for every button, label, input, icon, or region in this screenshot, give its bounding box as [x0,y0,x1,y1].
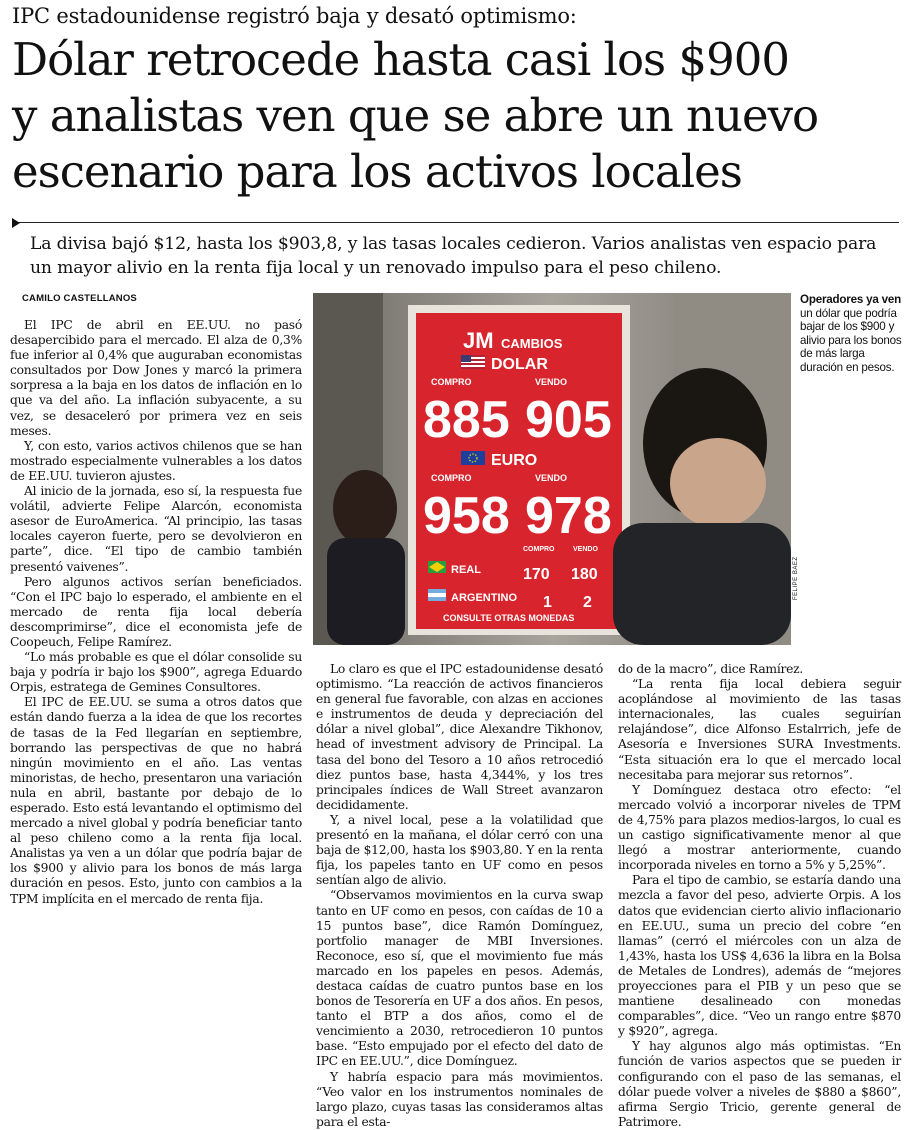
usa-flag-icon [461,355,485,369]
headline-line-3: escenario para los activos locales [12,145,742,198]
paragraph: Y, a nivel local, pese a la volatilidad que presentó en la mañana, el dólar cerró con una baja de $12,00, hasta los $903,80. Y en la renta fija, los papeles tanto en UF como en pesos sentían algo de alivio. [316,812,603,888]
paragraph: El IPC de abril en EE.UU. no pasó desapercibido para el mercado. El alza de 0,3% fue inferior al 0,4% que auguraban economistas consultados por Dow Jones y marcó la primera sorpresa a la baja en los datos de inflación en lo que va del año. La inflación subyacente, a su vez, se desaceleró por primera vez en seis meses. [10,318,302,438]
sign-argentino-label: ARGENTINO [451,592,517,604]
sign-euro-compra: 958 [423,487,510,545]
sign-small-compra-label: COMPRO [523,546,555,553]
article-column-1 [10,318,302,907]
caption-lead: Operadores ya ven [800,293,901,306]
sign-euro-vendo: 978 [525,487,612,545]
sign-dolar-compra: 885 [423,391,510,449]
paragraph: Y habría espacio para más movimientos. “Veo valor en los instrumentos nominales de largo plazo, cuyas tasas las consideramos altas para el esta- [316,1069,603,1129]
sign-euro-label: EURO [491,452,538,469]
paragraph: Y, con esto, varios activos chilenos que se han mostrado especialmente vulnerables a los datos de EE.UU. tuvieron ajustes. [10,438,302,483]
headline-line-1: Dólar retrocede hasta casi los $900 [12,33,789,86]
headline-line-2: y analistas ven que se abre un nuevo [12,89,819,142]
article-kicker: IPC estadounidense registró baja y desató optimismo: [12,4,577,28]
paragraph: “La renta fija local debiera seguir acoplándose al movimiento de las tasas internacionales, las cuales seguirían relajándose”, dice Alfonso Estalrrich, jefe de Asesoría e Inversiones SURA Investments. “Esta situación era lo que el mercado local necesitaba para mejorar sus retornos”. [618,677,901,782]
sign-footer: CONSULTE OTRAS MONEDAS [443,613,575,623]
sign-brand-sub: CAMBIOS [501,336,563,351]
sign-small-vendo-label: VENDO [573,546,598,553]
sign-brand: JM [463,328,494,353]
paragraph: El IPC de EE.UU. se suma a otros datos que están dando fuerza a la idea de que los recortes de tasas de la Fed llegarían en septiembre, borrando las perspectivas de que no habrá ningún movimiento en el año. Las ventas minoristas, de hecho, presentaron una variación nula en abril, bastante por debajo de lo esperado. Esto está levantando el optimismo del mercado a nivel global y podría beneficiar tanto al peso chileno como a la renta fija local. Analistas ya ven a un dólar que podría bajar de los $900 y alivio para los bonos de más larga duración en pesos. Esto, junto con cambios a la TPM implícita en el mercado de renta fija. [10,695,302,906]
photo-caption [800,293,904,375]
sign-real-vendo: 180 [571,566,598,583]
article-photo [313,293,791,645]
sign-real-compra: 170 [523,566,550,583]
article-column-2 [316,662,603,1130]
paragraph: Lo claro es que el IPC estadounidense desató optimismo. “La reacción de activos financieros en general fue favorable, con alzas en acciones e instrumentos de deuda y depreciación del dólar a nivel global”, dice Alexandre Tikhonov, head of investment advisory de Principal. La tasa del bono del Tesoro a 10 años retrocedió diez puntos base, hasta 4,344%, y los tres principales índices de Wall Street avanzaron decididamente. [316,662,603,812]
paragraph: do de la macro”, dice Ramírez. [618,662,804,676]
sign-real-label: REAL [451,564,481,576]
deck-bullet-icon [12,218,20,228]
paragraph: “Lo más probable es que el dólar consolide su baja y podría ir bajo los $900”, agrega Eduardo Orpis, estratega de Gemines Consultores. [10,650,302,695]
caption-text: un dólar que podría bajar de los $900 y alivio para los bonos de más larga duración en pesos. [800,306,902,374]
article-headline [12,32,902,200]
paragraph: Y Domínguez destaca otro efecto: “el mercado volvió a incorporar niveles de TPM de 4,75% para plazos medios-largos, lo cual es un castigo significativamente menor al que llegó a mostrar anteriormente, cuando incorporada niveles en torno a 5% y 5,25%”. [618,782,901,873]
headline-rule [12,222,899,223]
sign-dolar-vendo: 905 [525,391,612,449]
exchange-sign-photo [313,293,791,645]
paragraph: “Observamos movimientos en la curva swap tanto en UF como en pesos, con caídas de 10 a 15 puntos base”, dice Ramón Domínguez, portfolio manager de MBI Inversiones. Reconoce, eso sí, que el movimiento fue más marcado en los papeles en pesos. Además, destaca caídas de cuatro puntos base en los bonos de Tesorería en UF a dos años. En pesos, tanto el BTP a dos años, como el de vencimiento a 2030, retrocedieron 10 puntos base. “Esto empujado por el efecto del dato de IPC en EE.UU.”, dice Domínguez. [316,888,603,1069]
woman-figure [327,470,405,645]
argentina-flag-icon [428,589,446,601]
sign-dolar-label: DOLAR [491,356,548,373]
sign-arg-vendo: 2 [583,594,592,611]
article-column-3 [618,662,901,1130]
photo-credit: FELIPE BAEZ [793,556,799,600]
paragraph: Al inicio de la jornada, eso sí, la respuesta fue volátil, advierte Felipe Alarcón, economista asesor de EuroAmerica. “Al principio, las tasas locales cayeron fuerte, pero se devolvieron en parte”, dice. “El tipo de cambio también presentó vaivenes”. [10,484,302,574]
paragraph: Para el tipo de cambio, se estaría dando una mezcla a favor del peso, advierte Orpis. A los datos que evidencian cierto alivio inflacionario en EE.UU., suma un precio del cobre “en llamas” (cerró el miércoles con un alza de 1,43%, hasta los US$ 4,636 la libra en la Bolsa de Metales de Londres), además de “mejores proyecciones para el PIB y un peso que se mantiene desalineado con monedas comparables”, dice. “Veo un rango entre $870 y $920”, agrega. [618,873,901,1039]
byline: CAMILO CASTELLANOS [22,293,137,304]
sign-euro-compra-label: COMPRO [431,473,472,483]
sign-arg-compra: 1 [543,594,552,611]
sign-dolar-compra-label: COMPRO [431,377,472,387]
paragraph: Pero algunos activos serían beneficiados. “Con el IPC bajo lo esperado, el ambiente en el mercado de renta fija local debería descomprimirse”, dice el economista jefe de Coopeuch, Felipe Ramírez. [10,574,302,649]
paragraph: Y hay algunos algo más optimistas. “En función de varios aspectos que se pueden ir configurando con el paso de las semanas, el dólar puede volver a niveles de $880 a $860”, afirma Sergio Tricio, gerente general de Patrimore. [618,1039,901,1129]
sign-dolar-vendo-label: VENDO [535,377,568,387]
article-deck: La divisa bajó $12, hasta los $903,8, y las tasas locales cedieron. Varios analistas ven espacio para un mayor alivio en la renta fija local y un renovado impulso para el peso chileno. [30,234,877,278]
eu-flag-icon [461,451,485,465]
sign-euro-vendo-label: VENDO [535,473,568,483]
